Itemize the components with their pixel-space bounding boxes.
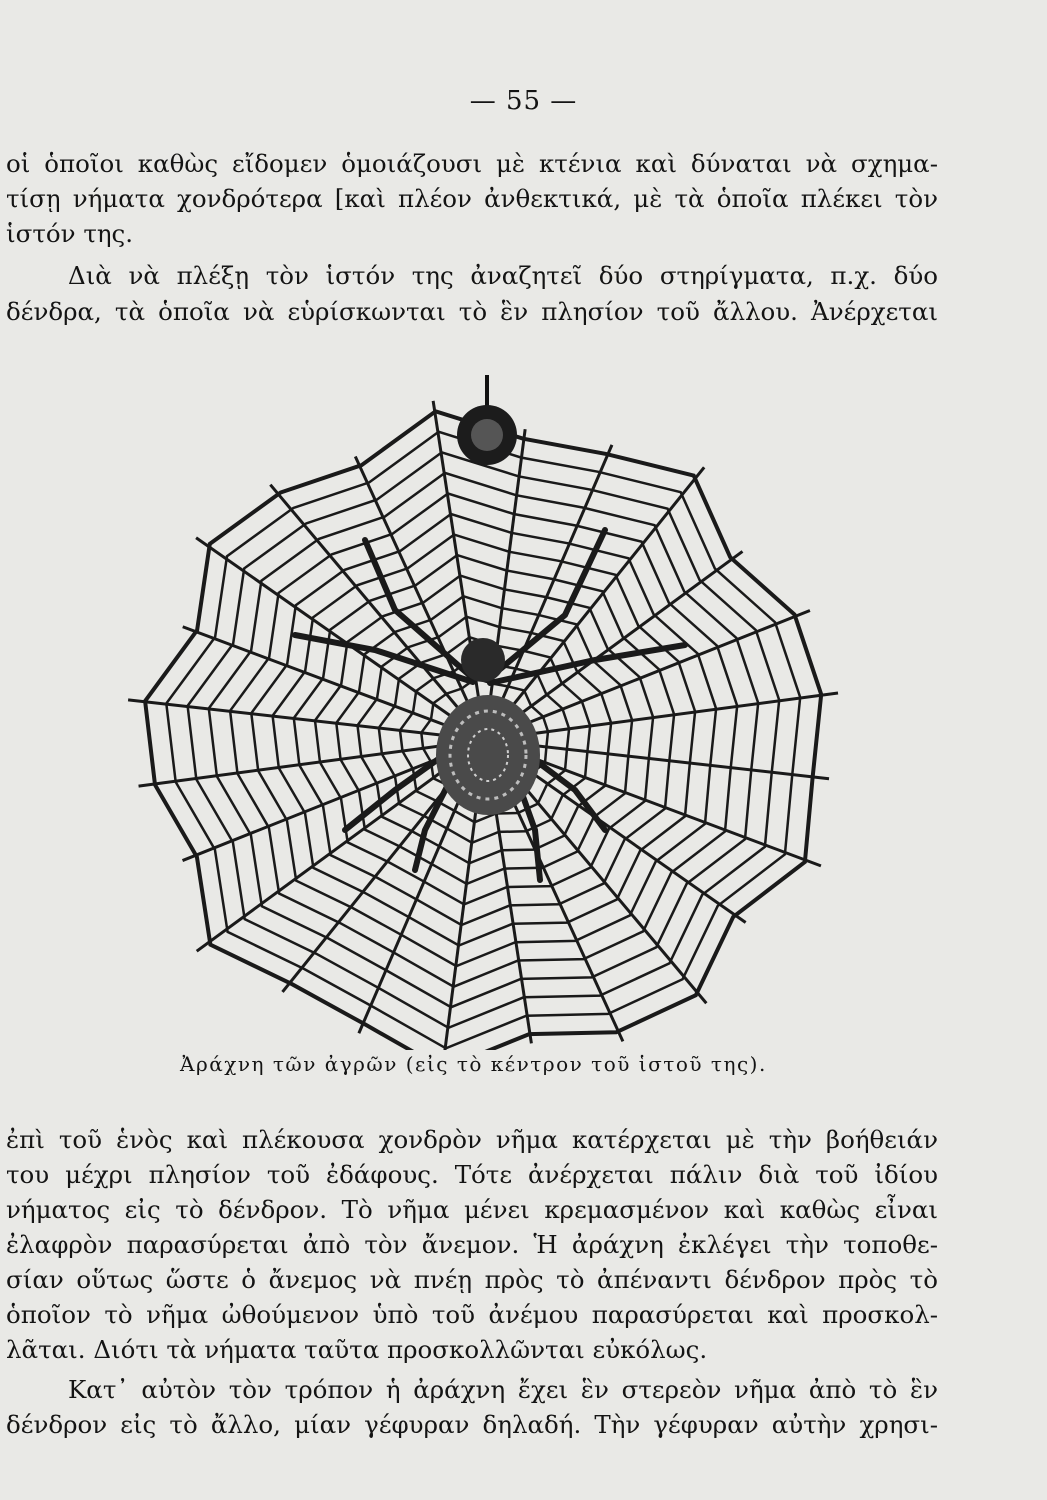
text-line: ἐπὶ τοῦ ἑνὸς καὶ πλέκουσα χονδρὸν νῆμα κατέρχεται μὲ τὴν βοήθειάν [6,1125,938,1154]
text-line: σίαν οὕτως ὥστε ὁ ἄνεμος νὰ πνέῃ πρὸς τὸ ἀπέναντι δένδρον πρὸς τὸ [6,1265,938,1294]
spider-web-illustration [95,360,855,1050]
text-line: δένδρον εἰς τὸ ἄλλο, μίαν γέφυραν δηλαδή. Τὴν γέφυραν αὐτὴν χρησι- [6,1410,938,1439]
cocoon-icon [457,375,517,465]
text-line: ἱστόν της. [6,219,134,248]
text-line: δένδρα, τὰ ὁποῖα νὰ εὑρίσκωνται τὸ ἓν πλησίον τοῦ ἄλλου. Ἀνέρχεται [6,297,938,326]
text-line: Διὰ νὰ πλέξῃ τὸν ἱστόν της ἀναζητεῖ δύο στηρίγματα, π.χ. δύο [68,261,938,290]
page-number: — 55 — [469,86,578,116]
text-line: ὁποῖον τὸ νῆμα ὠθούμενον ὑπὸ τοῦ ἀνέμου παρασύρεται καὶ προσκολ- [6,1300,938,1329]
text-line: ἐλαφρὸν παρασύρεται ἀπὸ τὸν ἄνεμον. Ἡ ἀράχνη ἐκλέγει τὴν τοποθε- [6,1230,938,1259]
text-line: του μέχρι πλησίον τοῦ ἐδάφους. Τότε ἀνέρχεται πάλιν διὰ τοῦ ἰδίου [6,1160,938,1189]
text-line: τίσῃ νήματα χονδρότερα [καὶ πλέον ἀνθεκτικά, μὲ τὰ ὁποῖα πλέκει τὸν [6,184,938,213]
figure-caption: Ἀράχνη τῶν ἀγρῶν (εἰς τὸ κέντρον τοῦ ἱστοῦ της). [180,1052,767,1076]
text-line: νήματος εἰς τὸ δένδρον. Τὸ νῆμα μένει κρεμασμένον καὶ καθὼς εἶναι [6,1195,938,1224]
text-line: οἱ ὁποῖοι καθὼς εἴδομεν ὁμοιάζουσι μὲ κτένια καὶ δύναται νὰ σχημα- [6,149,938,178]
text-line: λᾶται. Διότι τὰ νήματα ταῦτα προσκολλῶνται εὐκόλως. [6,1335,708,1364]
text-line: Κατ᾽ αὐτὸν τὸν τρόπον ἡ ἀράχνη ἔχει ἓν στερεὸν νῆμα ἀπὸ τὸ ἓν [68,1375,938,1404]
